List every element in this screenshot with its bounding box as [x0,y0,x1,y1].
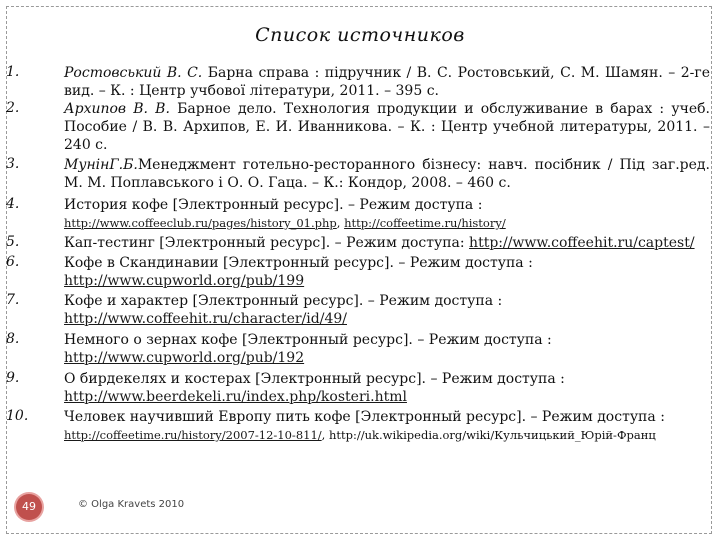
source-link[interactable]: http://www.coffeehit.ru/character/id/49/ [64,311,347,327]
list-item [64,370,710,406]
source-link[interactable]: http://www.cupworld.org/pub/199 [64,273,305,289]
page-number-badge: 49 [16,494,42,520]
list-item [64,64,710,100]
item-number: 2. [6,100,20,116]
source-link[interactable]: http://www.cupworld.org/pub/192 [64,350,305,366]
item-text: Менеджмент готельно-ресторанного бізнесу: навч. посібник / Під заг.ред. М. М. Поплавського і О. О. Гаца. – К.: Кондор, 2008. – 460 с. [64,157,710,191]
item-number: 8. [6,331,20,347]
list-item [64,408,710,444]
item-text: Человек научивший Европу пить кофе [Электронный ресурс]. – Режим доступа : [64,409,665,425]
list-item [64,234,710,252]
item-text: Барна справа : підручник / В. С. Ростовський, С. М. Шамян. – 2-ге вид. – К. : Центр учбової літератури, 2011. – 395 с. [64,65,710,99]
item-number: 4. [6,196,20,212]
item-number: 6. [6,254,20,270]
source-link[interactable]: http://www.beerdekeli.ru/index.php/kosteri.html [64,389,407,405]
item-text: Кофе в Скандинавии [Электронный ресурс]. – Режим доступа : [64,255,533,271]
item-text: Кап-тестинг [Электронный ресурс]. – Режим доступа: [64,235,470,251]
source-link[interactable]: http://coffeetime.ru/history/ [344,216,506,230]
source-link[interactable]: http://www.coffeehit.ru/captest/ [469,235,695,251]
item-number: 1. [6,64,20,80]
source-link[interactable]: http://coffeetime.ru/history/2007-12-10-811/ [64,428,322,442]
item-number: 7. [6,292,20,308]
link-separator: , [321,428,329,442]
list-item [64,254,710,290]
item-text: Барное дело. Технология продукции и обслуживание в барах : учеб. Пособие / В. В. Архипов, Е. И. Иванникова. – К. : Центр учебной литературы, 2011. – 240 с. [64,101,710,153]
item-number: 10. [6,408,29,424]
list-item [64,156,710,192]
source-link[interactable]: http://www.coffeeclub.ru/pages/history_01.php [64,216,337,230]
item-text: Кофе и характер [Электронный ресурс]. – Режим доступа : [64,293,503,309]
page-title: Список источников [255,24,465,46]
list-item [64,100,710,154]
item-text: История кофе [Электронный ресурс]. – Режим доступа : [64,197,483,213]
list-item [64,331,710,367]
source-url-text: http://uk.wikipedia.org/wiki/Кульчицький_Юрій-Франц [328,428,656,442]
item-number: 3. [6,156,20,172]
list-item [64,196,710,232]
item-text: О бирдекелях и костерах [Электронный ресурс]. – Режим доступа : [64,371,565,387]
copyright-text: © Olga Kravets 2010 [78,499,185,510]
item-author: МунінГ.Б. [64,157,138,173]
item-author: Архипов В. В. [64,101,170,117]
item-number: 5. [6,234,20,250]
link-separator: , [336,216,345,230]
item-text: Немного о зернах кофе [Электронный ресурс]. – Режим доступа : [64,332,552,348]
list-item [64,292,710,328]
item-number: 9. [6,370,20,386]
item-author: Ростовський В. С. [64,65,203,81]
